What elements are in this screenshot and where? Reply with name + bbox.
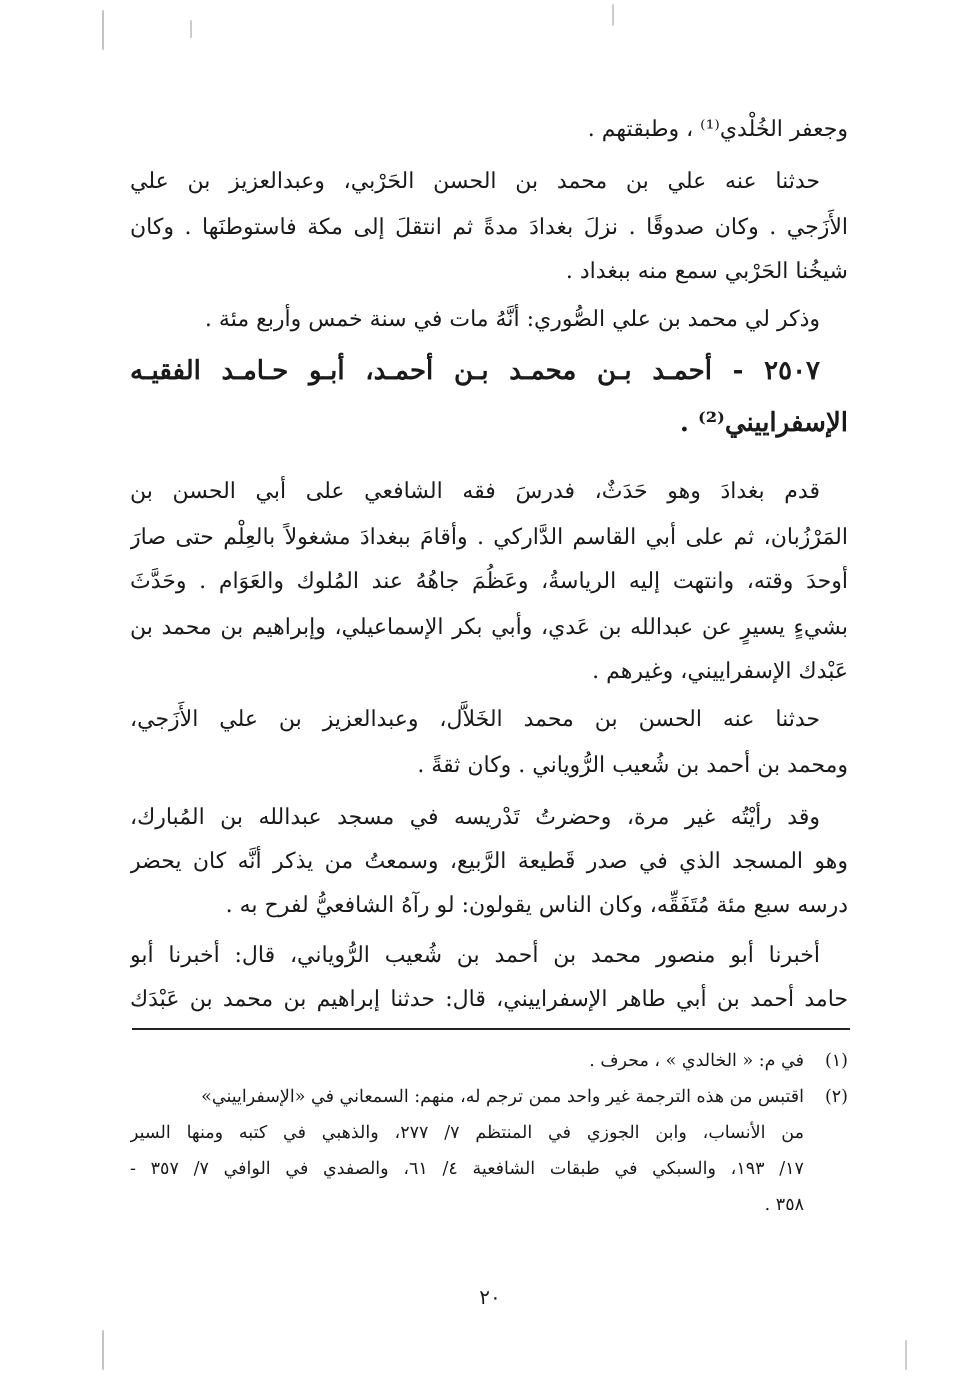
paragraph-line: بشيءٍ يسيرٍ عن عبدالله بن عَدي، وأبي بكر الإسماعيلي، وإبراهيم بن محمد بن	[130, 615, 848, 640]
scan-artifact	[102, 10, 104, 50]
footnote-text: ١٧/ ١٩٣، والسبكي في طبقات الشافعية ٤/ ٦١، والصفدي في الوافي ٧/ ٣٥٧ -	[130, 1159, 804, 1179]
scan-artifact	[102, 1330, 104, 1370]
paragraph-line: حامد أحمد بن أبي طاهر الإسفراييني، قال: حدثنا إبراهيم بن محمد بن عَبْدَك	[130, 987, 848, 1012]
paragraph-line: ومحمد بن أحمد بن شُعيب الرُّوياني . وكان ثقةً .	[417, 753, 848, 778]
paragraph-line: شيخُنا الحَرْبي سمع منه ببغداد .	[565, 259, 848, 284]
paragraph-line: أخبرنا أبو منصور محمد بن أحمد بن شُعيب الرُّوياني، قال: أخبرنا أبو	[130, 943, 820, 968]
scan-artifact	[905, 1340, 907, 1370]
paragraph-line: المَرْزُبان، ثم على أبي القاسم الدَّاركي . وأقامَ ببغدادَ مشغولاً بالعِلْم حتى صارَ	[130, 525, 848, 550]
paragraph-line: وذكر لي محمد بن علي الصُّوري: أنَّهُ مات في سنة خمس وأربع مئة .	[204, 307, 820, 332]
scan-artifact	[190, 20, 192, 38]
page-number: ٢٠	[479, 1285, 501, 1309]
entry-heading: ٢٥٠٧ - أحمـد بـن محمـد بـن أحمـد، أبـو حـامـد الفقيـه	[130, 356, 820, 386]
footnote-number: (١)	[824, 1051, 848, 1071]
paragraph-line: عَبْدك الإسفراييني، وغيرهم .	[592, 659, 848, 684]
footnote-text: اقتبس من هذه الترجمة غير واحد ممن ترجم له، منهم: السمعاني في «الإسفراييني»	[201, 1087, 804, 1107]
footnote-text: في م: « الخالدي » ، محرف .	[589, 1051, 804, 1071]
paragraph-line: حدثنا عنه الحسن بن محمد الخَلاَّل، وعبدالعزيز بن علي الأَزَجي،	[130, 707, 820, 732]
paragraph-line: وجعفر الخُلْدي⁽¹⁾ ، وطبقتهم .	[587, 117, 848, 142]
paragraph-line: أوحدَ وقته، وانتهت إليه الرياسةُ، وعَظُمَ جاهُهُ عند المُلوك والعَوَام . وحَدَّثَ	[130, 569, 848, 594]
paragraph-line: الأَزَجي . وكان صدوقًا . نزلَ بغدادَ مدةً ثم انتقلَ إلى مكة فاستوطنَها . وكان	[130, 215, 848, 240]
footnote-divider	[132, 1028, 850, 1030]
footnote	[130, 1080, 848, 1114]
footnote-text: من الأنساب، وابن الجوزي في المنتظم ٧/ ٢٧٧، والذهبي في كتبه ومنها السير	[130, 1123, 804, 1143]
paragraph-line: حدثنا عنه علي بن محمد بن الحسن الحَرْبي، وعبدالعزيز بن علي	[130, 169, 820, 194]
footnote	[130, 1044, 848, 1078]
scan-artifact	[612, 4, 614, 26]
paragraph-line: وقد رأيْتُه غير مرة، وحضرتُ تَدْريسه في مسجد عبدالله بن المُبارك،	[130, 805, 820, 830]
footnote-text: ٣٥٨ .	[764, 1195, 804, 1215]
paragraph-line: درسه سبع مئة مُتَفَقِّه، وكان الناس يقولون: لو رآهُ الشافعيُّ لفرح به .	[225, 893, 848, 918]
paragraph-line: قدم بغدادَ وهو حَدَثٌ، فدرسَ فقه الشافعي على أبي الحسن بن	[130, 479, 820, 504]
entry-heading: الإسفراييني⁽²⁾ .	[679, 408, 848, 438]
paragraph-line: وهو المسجد الذي في صدر قَطيعة الرَّبيع، وسمعتُ من يذكر أنَّه كان يحضر	[130, 849, 848, 874]
footnote-number: (٢)	[824, 1087, 848, 1107]
